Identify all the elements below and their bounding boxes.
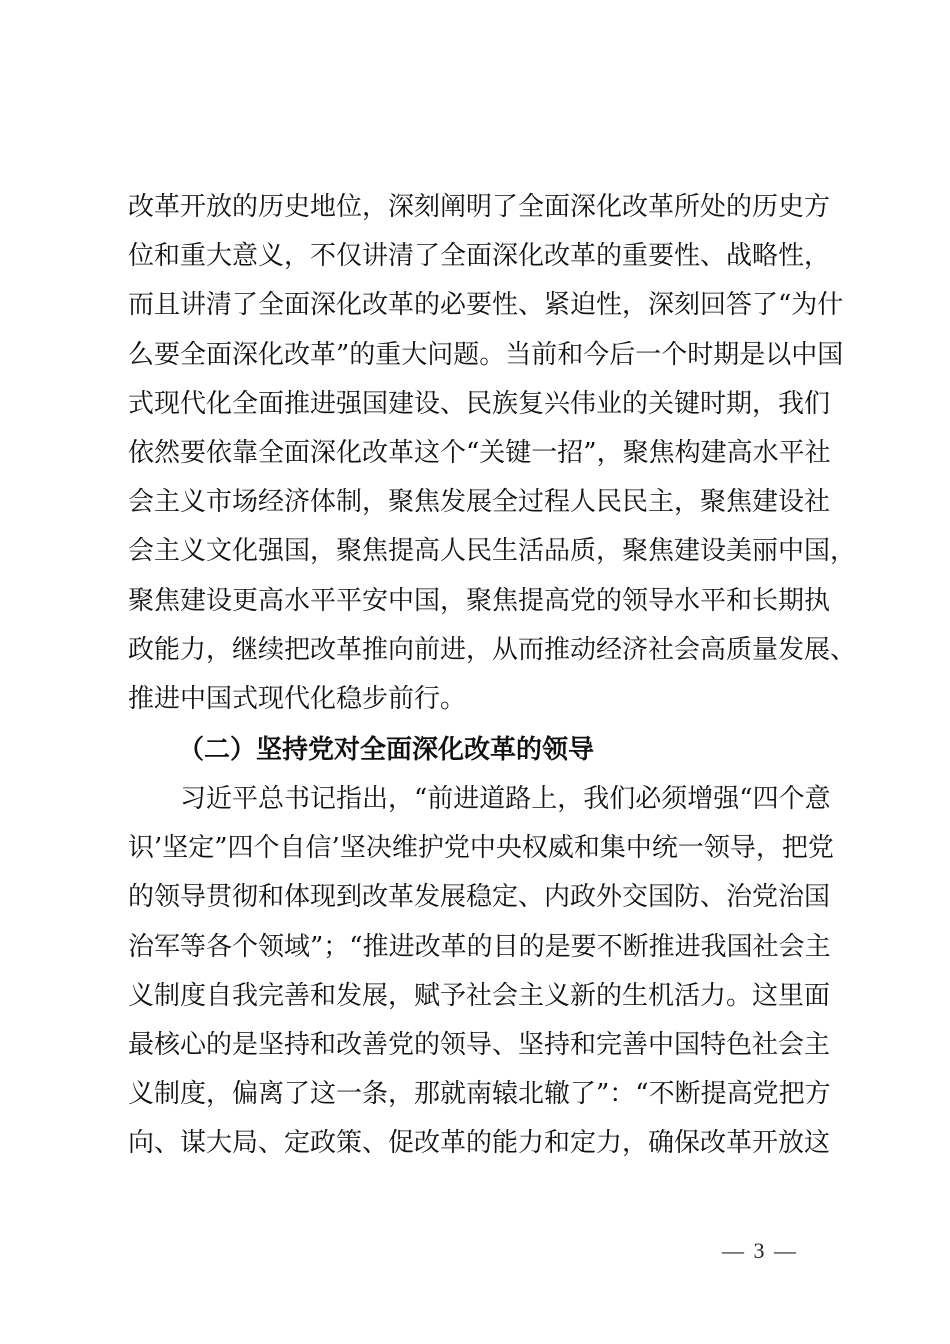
text-line: 识’坚定”四个自信’坚决维护党中央权威和集中统一领导，把党 — [128, 833, 834, 864]
text-line: 会主义市场经济体制，聚焦发展全过程人民民主，聚焦建设社 — [128, 487, 831, 518]
page-number: — 3 — — [722, 1238, 798, 1263]
text-line: 聚焦建设更高水平平安中国，聚焦提高党的领导水平和长期执 — [128, 585, 831, 616]
text-line: 向、谋大局、定政策、促改革的能力和定力，确保改革开放这 — [128, 1128, 831, 1159]
text-line: 式现代化全面推进强国建设、民族复兴伟业的关键时期，我们 — [128, 388, 831, 419]
text-line: 会主义文化强国，聚焦提高人民生活品质，聚焦建设美丽中国， — [128, 536, 857, 567]
text-line: 义制度自我完善和发展，赋予社会主义新的生机活力。这里面 — [128, 980, 831, 1011]
text-line: 习近平总书记指出，“前进道路上，我们必须增强“四个意 — [128, 784, 831, 814]
text-line: 么要全面深化改革”的重大问题。当前和今后一个时期是以中国 — [128, 339, 844, 370]
text-line: 依然要依靠全面深化改革这个“关键一招”，聚焦构建高水平社 — [128, 437, 831, 468]
text-line: 改革开放的历史地位，深刻阐明了全面深化改革所处的历史方 — [128, 192, 831, 222]
text-line: 最核心的是坚持和改善党的领导、坚持和完善中国特色社会主 — [128, 1029, 831, 1060]
text-line: 政能力，继续把改革推向前进，从而推动经济社会高质量发展、 — [128, 634, 857, 665]
section-heading: （二）坚持党对全面深化改革的领导 — [178, 735, 595, 765]
text-line: 义制度，偏离了这一条，那就南辕北辙了”：“不断提高党把方 — [128, 1079, 831, 1110]
body-paragraph-2 — [128, 775, 838, 1169]
text-line: 而且讲清了全面深化改革的必要性、紧迫性，深刻回答了“为什 — [128, 290, 844, 321]
body-paragraph-1 — [128, 183, 857, 724]
text-line: 推进中国式现代化稳步前行。 — [128, 683, 467, 714]
text-line: 位和重大意义，不仅讲清了全面深化改革的重要性、战略性， — [128, 241, 831, 272]
text-line: 治军等各个领域”；“推进改革的目的是要不断推进我国社会主 — [128, 931, 831, 962]
text-line: 的领导贯彻和体现到改革发展稳定、内政外交国防、治党治国 — [128, 882, 831, 913]
